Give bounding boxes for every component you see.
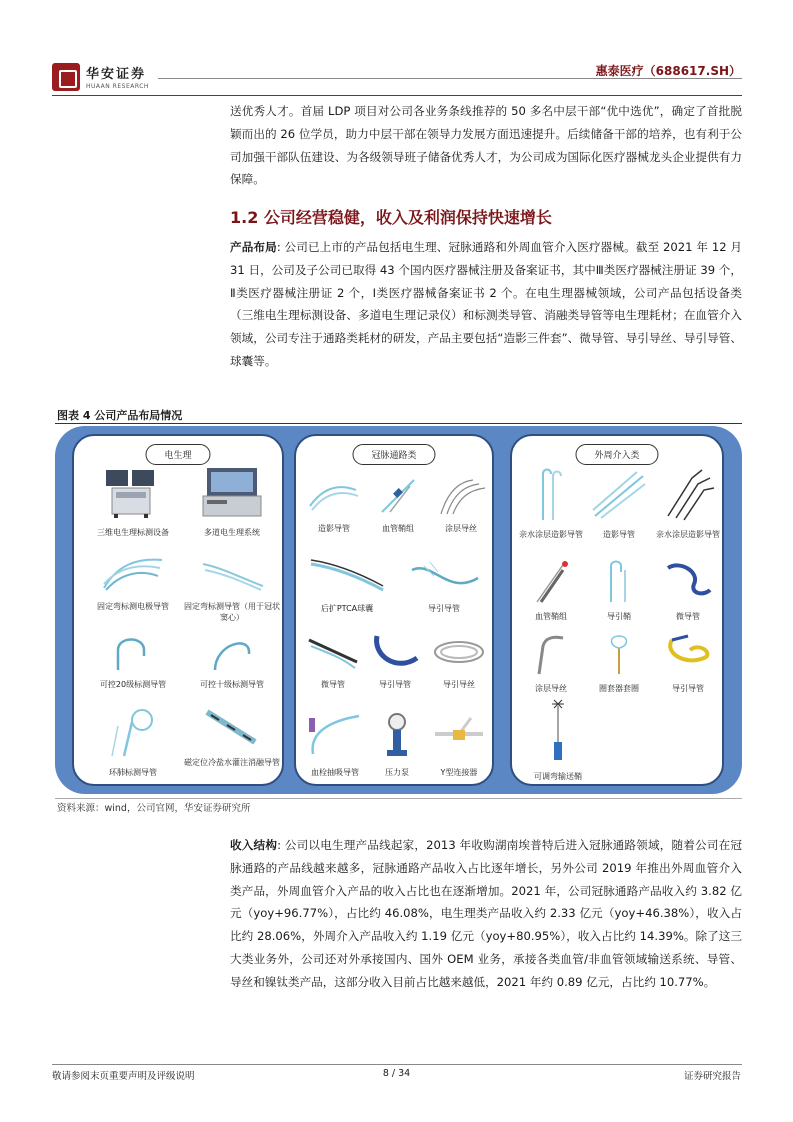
product-item (184, 632, 280, 690)
product-lead: 产品布局 (230, 240, 277, 254)
product-item (584, 466, 654, 540)
header-underline (52, 95, 742, 96)
product-item (426, 710, 492, 778)
product-item (184, 554, 280, 623)
income-paragraph (230, 834, 742, 994)
catheter-icon (197, 554, 267, 594)
product-label: 微导管 (321, 680, 345, 689)
angiography-catheter-icon (589, 466, 649, 522)
page-number: 8 / 34 (382, 1068, 411, 1079)
product-item (302, 556, 392, 614)
coated-guidewire-icon (523, 632, 579, 676)
product-label: 血管鞘组 (382, 524, 414, 533)
product-item (426, 632, 492, 690)
product-label: 导引导管 (672, 684, 704, 693)
income-lead: 收入结构 (230, 838, 278, 852)
product-label: 导引鞘 (607, 612, 631, 621)
product-item (302, 476, 366, 534)
product-label: 血栓抽吸导管 (311, 768, 359, 777)
product-label: 三维电生理标测设备 (97, 528, 169, 537)
guide-catheter-icon (404, 556, 484, 596)
angiography-catheter-icon (523, 466, 579, 522)
lasso-catheter-icon (98, 706, 168, 760)
brand-name: 华安证券 (86, 67, 147, 82)
sheath-kit-icon (370, 476, 426, 516)
product-text: : 公司已上市的产品包括电生理、冠脉通路和外周血管介入医疗器械。截至 2021 年 12 月 31 日，公司及子公司已取得 43 个国内医疗器械注册及备案证书，其中Ⅲ类医疗器械注册证 39 个，Ⅱ类医疗器械注册证 2 个，Ⅰ类医疗器械备案证书 2 个。在电生理器械领域，公司产品包括设备类（三维电生理标测设备、多道电生理记录仪）和标测类导管、消融类导管等电生理耗材；在血管介入领域，公司专注于通路类耗材的研发，产品主要包括“造影三件套”、微导管、导引导丝、导引导管、球囊等。 (230, 240, 742, 368)
product-label: Y型连接器 (440, 768, 478, 777)
product-label: 后扩PTCA球囊 (320, 604, 374, 613)
product-item (518, 556, 584, 622)
product-label: 圈套器套圈 (599, 684, 639, 693)
product-label: 亲水涂层造影导管 (519, 530, 583, 539)
product-item (88, 554, 178, 612)
product-item (366, 476, 430, 534)
product-label: 导引导管 (379, 680, 411, 689)
guidewire-coil-icon (429, 632, 489, 672)
product-label: 微导管 (676, 612, 700, 621)
income-text: : 公司以电生理产品线起家，2013 年收购湖南埃普特后进入冠脉通路领域，随着公司在冠脉通路的产品线越来越多，冠脉通路产品收入占比逐年增长，另外公司 2019 年推出外周血管介入类产品，外周血管介入产品的收入占比也在逐渐增加。2021 年，公司冠脉通路产品收入约 3.82 亿元（yoy+96.77%），占比约 46.08%，电生理类产品收入约 2.33 亿元（yoy+46.38%），收入占比约 28.06%，外周介入产品收入约 1.19 亿元（yoy+80.95%），收入占比约 14.39%。除了这三大类业务外，公司还对外承接国内、国外 OEM 业务，承接各类血管/非血管领域输送系统、导管、导丝和镍钛类产品，这部分收入目前占比越来越低，2021 年约 0.89 亿元，占比约 10.77%。 (230, 838, 742, 989)
micro-catheter-icon (305, 632, 361, 672)
snare-icon (591, 632, 647, 676)
angiography-catheter-icon (306, 476, 362, 516)
product-label: 磁定位冷盐水灌注消融导管 (184, 758, 280, 767)
product-item (302, 710, 368, 778)
sheath-kit-icon (523, 556, 579, 604)
product-item (654, 556, 722, 622)
product-item (302, 632, 364, 690)
section-heading: 1.2 公司经营稳健，收入及利润保持快速增长 (230, 208, 552, 227)
product-item (430, 476, 492, 534)
product-item (584, 632, 654, 694)
product-item (88, 466, 178, 538)
product-item (364, 632, 426, 690)
ablation-catheter-icon (197, 706, 267, 750)
product-label: 可控十级标测导管 (200, 680, 264, 689)
footer-report-type: 证券研究报告 (683, 1071, 741, 1082)
balloon-icon (307, 556, 387, 596)
product-item (654, 632, 722, 694)
product-item (88, 632, 178, 690)
angiography-catheter-icon (660, 466, 716, 522)
product-label: 导引导管 (428, 604, 460, 613)
intro-paragraph: 送优秀人才。首届 LDP 项目对公司各业务条线推荐的 50 多名中层干部“优中选优”，确定了首批脱颖而出的 26 位学员，助力中层干部在领导力发展方面迅速提升。后续储备干部的培养，也有利于公司加强干部队伍建设、为各级领导班子储备优秀人才，为公司成为国际化医疗器械龙头企业提供有力保障。 (230, 104, 742, 187)
steerable-sheath-icon (530, 698, 586, 764)
product-label: 多道电生理系统 (204, 528, 260, 537)
guide-catheter-icon (367, 632, 423, 672)
product-item (518, 698, 598, 782)
column-electrophysiology (72, 434, 284, 786)
product-label: 可控20级标测导管 (99, 680, 167, 689)
steerable-catheter-icon (197, 632, 267, 672)
source-rule (55, 798, 742, 799)
product-label: 固定弯标测导管（用于冠状窦心） (184, 602, 280, 622)
guiding-sheath-icon (591, 556, 647, 604)
stock-title: 惠泰医疗（688617.SH） (595, 64, 741, 78)
column-coronary-access (294, 434, 494, 786)
footer-disclaimer: 敬请参阅末页重要声明及评级说明 (52, 1071, 195, 1082)
product-label: 造影导管 (318, 524, 350, 533)
product-item (396, 556, 492, 614)
product-label: 固定弯标测电极导管 (97, 602, 169, 611)
product-item (88, 706, 178, 778)
column-header: 外周介入类 (575, 444, 658, 465)
product-label: 导引导丝 (443, 680, 475, 689)
product-label: 可调弯输送鞘 (534, 772, 582, 781)
brand-en: HUAAN RESEARCH (86, 83, 149, 90)
pressure-pump-icon (372, 710, 422, 760)
catheter-icon (98, 554, 168, 594)
product-label: 环肺标测导管 (109, 768, 157, 777)
brand-logo-icon (52, 63, 80, 91)
product-label: 血管鞘组 (535, 612, 567, 621)
column-header: 电生理 (145, 444, 210, 465)
mapping-device-icon (98, 466, 168, 520)
y-connector-icon (429, 710, 489, 760)
product-label: 涂层导丝 (445, 524, 477, 533)
product-item (654, 466, 722, 540)
column-header: 冠脉通路类 (352, 444, 435, 465)
footer-rule (52, 1064, 742, 1065)
figure-title-rule (55, 423, 742, 424)
product-label: 造影导管 (603, 530, 635, 539)
column-peripheral-intervention (510, 434, 724, 786)
micro-catheter-icon (660, 556, 716, 604)
product-item (368, 710, 426, 778)
product-item (184, 706, 280, 768)
figure-title: 图表 4 公司产品布局情况 (57, 409, 183, 422)
recorder-system-icon (197, 466, 267, 520)
product-item (518, 632, 584, 694)
product-item (184, 466, 280, 538)
figure-source: 资料来源：wind，公司官网，华安证券研究所 (57, 803, 251, 814)
guidewire-icon (433, 476, 489, 516)
product-item (584, 556, 654, 622)
product-label: 亲水涂层造影导管 (656, 530, 720, 539)
product-label: 压力泵 (385, 768, 409, 777)
guide-catheter-icon (660, 632, 716, 676)
product-label: 涂层导丝 (535, 684, 567, 693)
aspiration-catheter-icon (305, 710, 365, 760)
product-paragraph (230, 236, 742, 373)
product-item (518, 466, 584, 540)
steerable-catheter-icon (98, 632, 168, 672)
